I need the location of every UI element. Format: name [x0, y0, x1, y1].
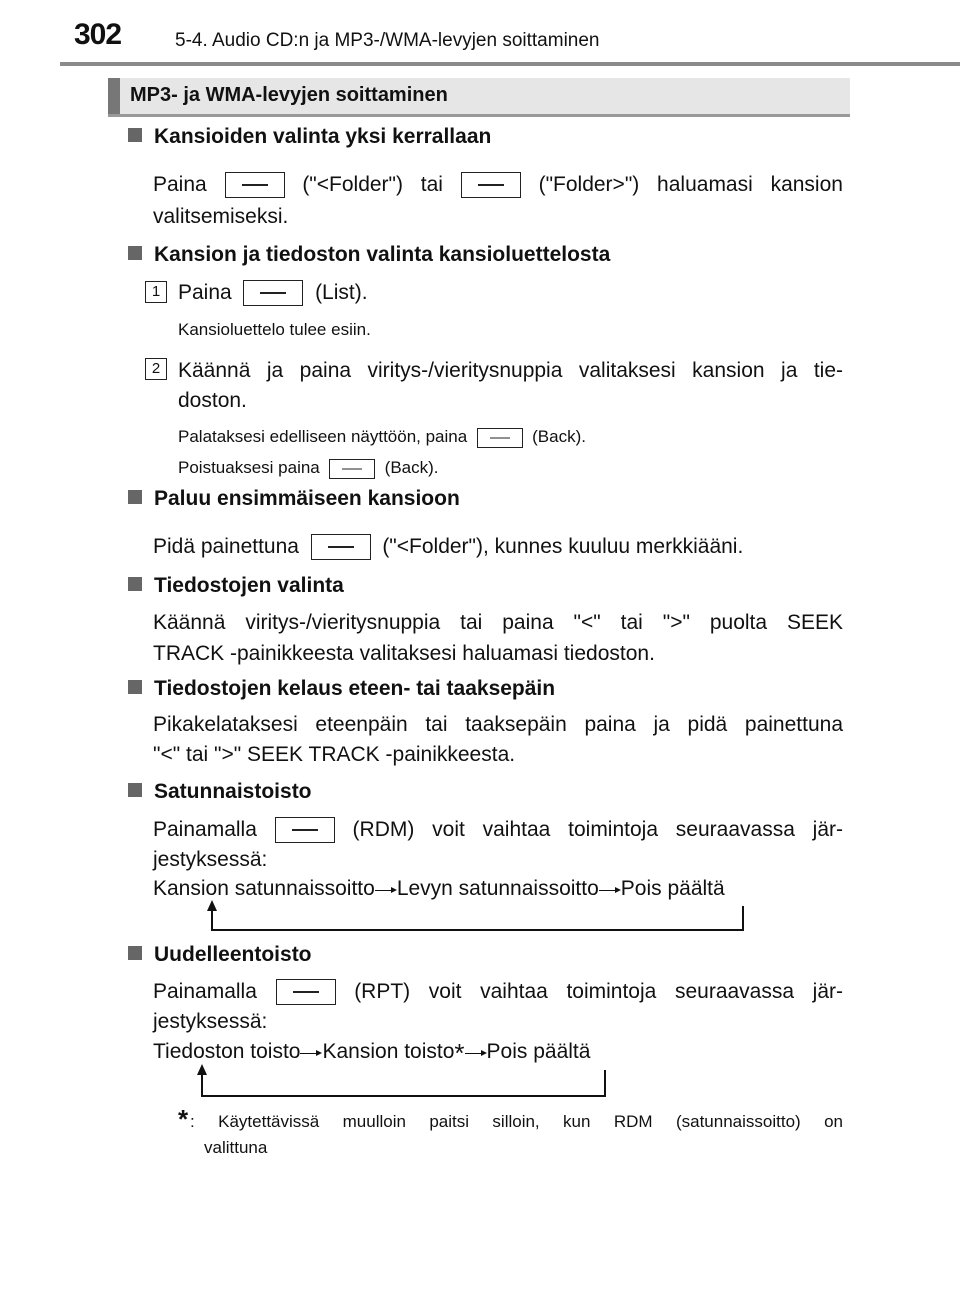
heading-repeat: Uudelleentoisto — [128, 943, 312, 967]
bullet-square-icon — [128, 680, 142, 694]
random-sequence: Kansion satunnaissoitto Levyn satunnaissoitto Pois päältä — [153, 877, 725, 900]
folder-next-button-icon — [461, 172, 521, 198]
section-title-box — [108, 78, 850, 117]
arrow-right-icon — [375, 885, 397, 895]
heading-random: Satunnaistoisto — [128, 780, 312, 804]
section-title-bar — [108, 78, 120, 114]
folder-prev-button-icon — [311, 534, 371, 560]
random-loop-arrow-icon — [200, 900, 760, 936]
folder-prev-button-icon — [225, 172, 285, 198]
section-title: MP3- ja WMA-levyjen soittaminen — [130, 84, 448, 106]
arrow-right-icon — [599, 885, 621, 895]
arrow-right-icon — [300, 1048, 322, 1058]
repeat-line1: Painamalla (RPT) voit vaihtaa toimintoja seuraavassa jär- — [153, 977, 843, 1007]
file-select-line1: Käännä viritys-/vieritysnuppia tai paina "<" tai ">" puolta SEEK — [153, 611, 843, 634]
heading-list-select: Kansion ja tiedoston valinta kansioluettelosta — [128, 243, 610, 267]
fast-forward-line2: "<" tai ">" SEEK TRACK -painikkeesta. — [153, 743, 516, 766]
bullet-square-icon — [128, 946, 142, 960]
heading-folder-select: Kansioiden valinta yksi kerrallaan — [128, 125, 491, 149]
heading-file-select: Tiedostojen valinta — [128, 574, 344, 598]
heading-fast-forward: Tiedostojen kelaus eteen- tai taaksepäin — [128, 677, 555, 701]
arrow-right-icon — [465, 1048, 487, 1058]
page-number: 302 — [74, 18, 122, 51]
back-button-icon — [329, 459, 375, 479]
folder-select-line2: valitsemiseksi. — [153, 205, 289, 228]
bullet-square-icon — [128, 490, 142, 504]
chapter-title: 5-4. Audio CD:n ja MP3-/WMA-levyjen soittaminen — [175, 30, 600, 51]
step-2-line1: Käännä ja paina viritys-/vieritysnuppia valitaksesi kansion ja tie- — [178, 359, 843, 382]
footnote-marker: * — [454, 1038, 465, 1068]
step-1-badge: 1 — [145, 281, 167, 303]
random-line1: Painamalla (RDM) voit vaihtaa toimintoja seuraavassa jär- — [153, 815, 843, 845]
step-2-note-exit: Poistuaksesi paina (Back). — [178, 458, 439, 477]
first-folder-text: Pidä painettuna ("<Folder"), kunnes kuuluu merkkiääni. — [153, 532, 843, 562]
step-1-text: Paina (List). — [178, 278, 843, 308]
header-divider — [60, 62, 960, 66]
file-select-line2: TRACK -painikkeesta valitaksesi haluamasi tiedoston. — [153, 642, 655, 665]
step-2-note-back: Palataksesi edelliseen näyttöön, paina (Back). — [178, 427, 586, 446]
rpt-button-icon — [276, 979, 336, 1005]
step-2-badge: 2 — [145, 358, 167, 380]
step-1-note: Kansioluettelo tulee esiin. — [178, 320, 371, 339]
list-button-icon — [243, 280, 303, 306]
fast-forward-line1: Pikakelataksesi eteenpäin tai taaksepäin paina ja pidä painettuna — [153, 713, 843, 736]
bullet-square-icon — [128, 783, 142, 797]
footnote-star: * — [178, 1104, 189, 1134]
rdm-button-icon — [275, 817, 335, 843]
folder-select-line1: Paina ("<Folder") tai ("Folder>") haluamasi kansion — [153, 170, 843, 200]
repeat-sequence: Tiedoston toisto Kansion toisto* Pois päältä — [153, 1038, 591, 1068]
bullet-square-icon — [128, 128, 142, 142]
repeat-line2: jestyksessä: — [153, 1010, 268, 1033]
footnote-line1: : Käytettävissä muulloin paitsi silloin, kun RDM (satunnaissoitto) on — [190, 1112, 843, 1131]
footnote-line2: valittuna — [204, 1138, 268, 1157]
back-button-icon — [477, 428, 523, 448]
heading-first-folder: Paluu ensimmäiseen kansioon — [128, 487, 460, 511]
bullet-square-icon — [128, 246, 142, 260]
step-2-line2: doston. — [178, 389, 247, 412]
repeat-loop-arrow-icon — [190, 1062, 620, 1102]
random-line2: jestyksessä: — [153, 848, 268, 871]
bullet-square-icon — [128, 577, 142, 591]
